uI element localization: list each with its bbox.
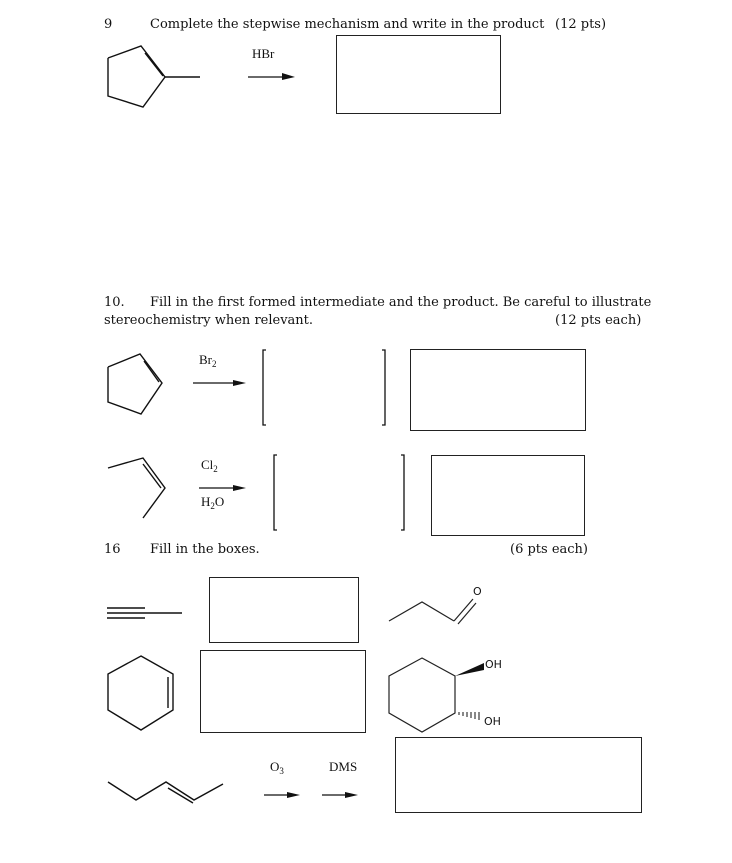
propanal-oxygen-label: O: [473, 585, 482, 598]
q16-row2-box[interactable]: [200, 650, 366, 733]
propanal-structure: [389, 599, 476, 624]
wedge-bond: [455, 663, 484, 676]
q10-instruction-line2: stereochemistry when relevant.: [104, 313, 314, 328]
q16-row3-box[interactable]: [395, 737, 642, 813]
propyne-structure: [107, 608, 182, 618]
oh-top-label: OH: [485, 658, 502, 671]
q10a-reagent: $Br_2$: [199, 352, 217, 369]
q16-instruction: Fill in the boxes.: [150, 542, 260, 557]
q10-points: (12 pts each): [555, 313, 642, 328]
cyclohexene-structure: [108, 656, 173, 730]
oh-bottom-label: OH: [484, 715, 501, 728]
cyclohexanediol-structure: [389, 658, 455, 732]
q16-row1-box[interactable]: [209, 577, 359, 643]
q10-instruction-line1: Fill in the first formed intermediate and the product. Be careful to illustrate: [150, 295, 652, 310]
q16-reagent-ozone: $O_3$: [270, 759, 284, 776]
pentene-structure: [108, 782, 223, 803]
q16-points: (6 pts each): [510, 542, 588, 557]
q10-number: 10.: [104, 295, 125, 310]
q9-instruction: Complete the stepwise mechanism and write in the product: [150, 17, 545, 32]
q10b-reagent-top: $Cl_2$: [201, 457, 218, 474]
q9-reagent: HBr: [252, 46, 275, 61]
hash-bond: [459, 712, 479, 720]
q16-reagent-dms: DMS: [329, 759, 358, 774]
q10b-reagent-bottom: $H_2O$: [201, 494, 225, 511]
q9-points: (12 pts): [555, 17, 607, 32]
q9-number: 9: [104, 17, 113, 32]
q16-number: 16: [104, 542, 121, 557]
